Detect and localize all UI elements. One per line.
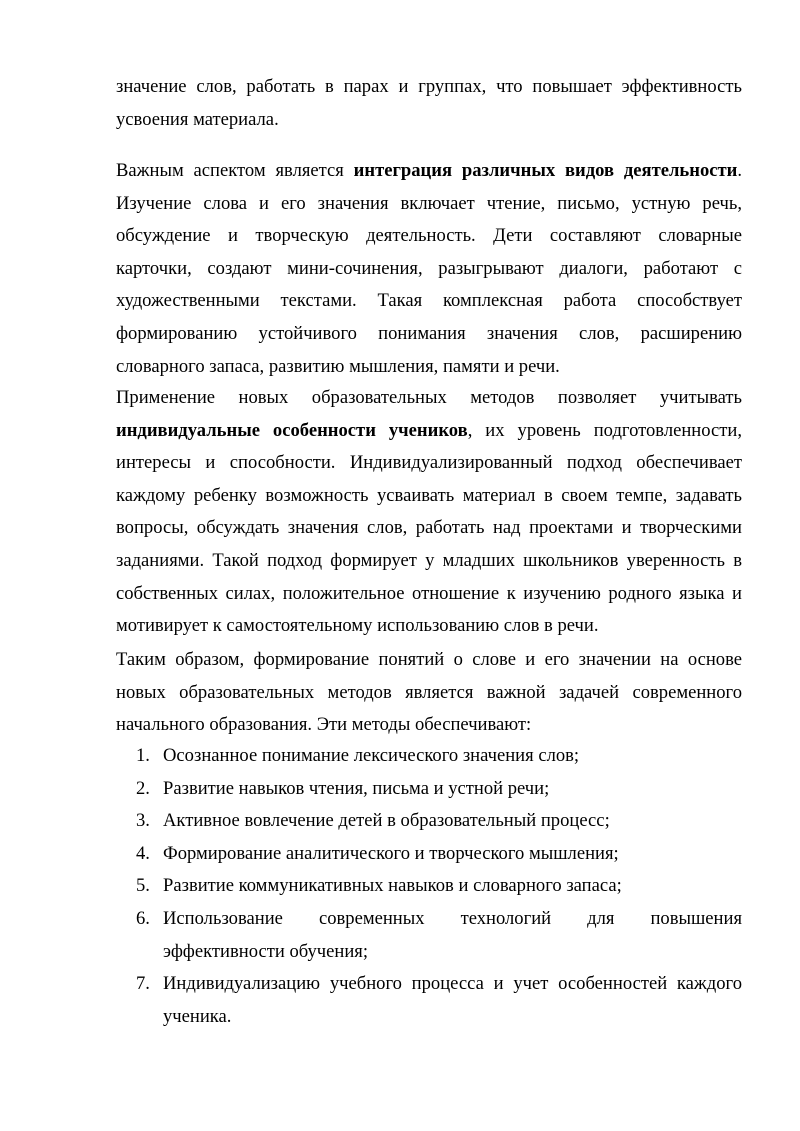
paragraph-3-before: Применение новых образовательных методов позволяет учитывать (116, 387, 742, 408)
paragraph-1 (116, 71, 742, 136)
list-item-number: 5. (136, 875, 150, 897)
numbered-list (116, 740, 742, 1033)
paragraph-2-after: . Изучение слова и его значения включает чтение, письмо, устную речь, обсуждение и творческую деятельность. Дети составляют словарные карточки, создают мини-сочинения, разыгрывают диалоги, работают с художественными текстами. Такая комплексная работа способствует формированию устойчивого понимания значения слов, расширению словарного запаса, развитию мышления, памяти и речи. (116, 160, 742, 377)
list-item-number: 4. (136, 842, 150, 864)
list-item (116, 870, 742, 903)
list-item-number: 6. (136, 907, 150, 929)
list-item (116, 968, 742, 1033)
paragraph-3 (116, 382, 742, 643)
list-item-text: Осознанное понимание лексического значения слов; (163, 745, 580, 766)
list-item (116, 805, 742, 838)
paragraph-4 (116, 644, 742, 742)
list-item (116, 773, 742, 806)
paragraph-1-text: значение слов, работать в парах и группах, что повышает эффективность усвоения материала. (116, 76, 742, 130)
list-item-number: 3. (136, 810, 150, 832)
list-item-text: Развитие навыков чтения, письма и устной речи; (163, 777, 550, 799)
list-item (116, 838, 742, 871)
list-item-text: Индивидуализацию учебного процесса и учет особенностей каждого ученика. (163, 973, 742, 1027)
list-item-number: 1. (136, 745, 150, 766)
list-item-number: 7. (136, 973, 150, 995)
list-item (116, 903, 742, 968)
list-item-text: Активное вовлечение детей в образовательный процесс; (163, 810, 610, 832)
list-item-text: Использование современных технологий для повышения эффективности обучения; (163, 907, 742, 962)
paragraph-2-before: Важным аспектом является (116, 160, 354, 181)
list-item-text: Развитие коммуникативных навыков и словарного запаса; (163, 875, 622, 897)
paragraph-3-after: , их уровень подготовленности, интересы и способности. Индивидуализированный подход обеспечивает каждому ребенку возможность усваивать материал в своем темпе, задавать вопросы, обсуждать значения слов, работать над проектами и творческими заданиями. Такой подход формирует у младших школьников уверенность в собственных силах, положительное отношение к изучению родного языка и мотивирует к самостоятельному использованию слов в речи. (116, 419, 742, 637)
paragraph-3-bold: индивидуальные особенности учеников (116, 419, 468, 441)
paragraph-2-bold: интеграция различных видов деятельности (353, 160, 738, 181)
paragraph-4-text: Таким образом, формирование понятий о слове и его значении на основе новых образовательных методов является важной задачей современного начального образования. Эти методы обеспечивают: (116, 649, 742, 736)
list-item (116, 740, 742, 773)
list-item-number: 2. (136, 777, 150, 799)
list-item-text: Формирование аналитического и творческого мышления; (163, 842, 619, 864)
paragraph-2 (116, 155, 742, 383)
